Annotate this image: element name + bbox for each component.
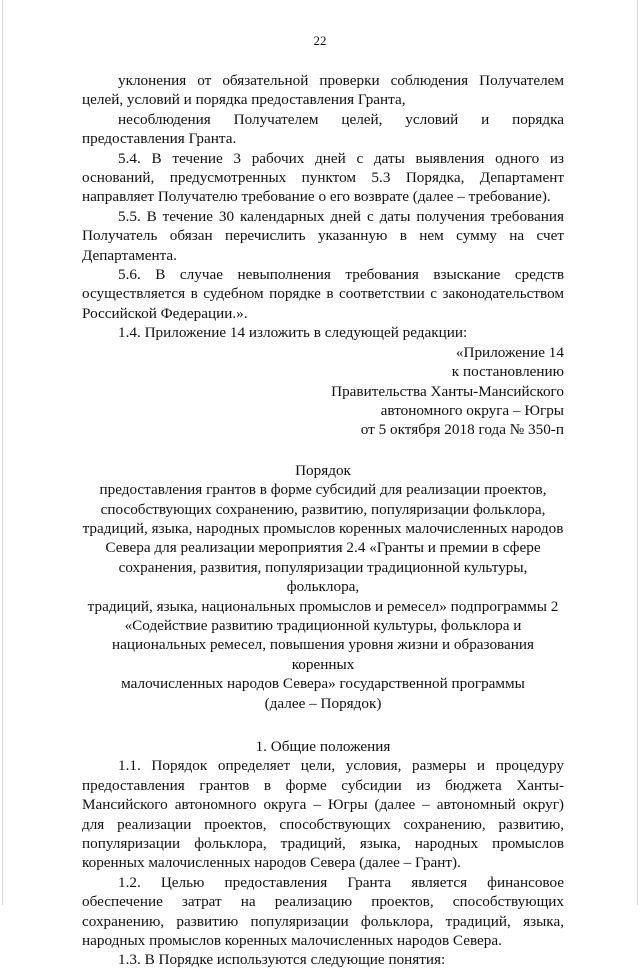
- annex-header-line: Правительства Ханты-Мансийского: [331, 382, 564, 400]
- paragraph-5-6: 5.6. В случае невыполнения требования взыскание средств осуществляется в судебном порядке в соответствии с законодательством Российской Федерации.».: [82, 266, 564, 322]
- page-edge-right: [637, 0, 638, 905]
- subtitle-line: предоставления грантов в форме субсидий для реализации проектов,: [99, 481, 547, 499]
- annex-header-line: «Приложение 14: [455, 343, 564, 361]
- subtitle-line: традиций, языка, национальных промыслов и ремесел» подпрограммы 2: [87, 597, 559, 615]
- paragraph-5-4: 5.4. В течение 3 рабочих дней с даты выявления одного из оснований, предусмотренных пунктом 5.3 Порядка, Департамент направляет Получателю требование о его возврате (далее – требование).: [82, 149, 564, 206]
- paragraph-1-4: 1.4. Приложение 14 изложить в следующей редакции:: [118, 324, 468, 342]
- annex-header-line: автономного округа – Югры: [380, 401, 564, 419]
- subtitle-line: (далее – Порядок): [264, 694, 382, 712]
- paragraph-1-1: 1.1. Порядок определяет цели, условия, размеры и процедуру предоставления грантов в форме субсидии из бюджета Ханты-Мансийского автономного округа – Югры (далее – автономный округ) для реализации проектов, способствующих сохранению, развитию, популяризации фольклора, традиций, языка, народных промыслов коренных малочисленных народов Севера (далее – Грант).: [82, 757, 564, 872]
- subtitle-line: национальных ремесел, повышения уровня жизни и образования коренных: [112, 636, 534, 673]
- paragraph-1-2: 1.2. Целью предоставления Гранта является финансовое обеспечение затрат на реализацию проектов, способствующих сохранению, развитию популяризации фольклора, традиций, языка, народных промыслов коренных малочисленных народов Севера.: [82, 873, 564, 950]
- paragraph-5-5: 5.5. В течение 30 календарных дней с даты получения требования Получатель обязан перечислить указанную в нем сумму на счет Департамента.: [82, 207, 564, 264]
- subtitle-line: способствующих сохранению, развитию, популяризации фольклора,: [100, 500, 546, 518]
- annex-header-line: от 5 октября 2018 года № 350-п: [360, 421, 564, 439]
- section-title: 1. Общие положения: [255, 738, 391, 755]
- subtitle-line: малочисленных народов Севера» государственной программы: [121, 675, 525, 693]
- subtitle-line: «Содействие развитию традиционной культуры, фольклора и: [124, 616, 522, 634]
- paragraph-noncompliance-clause: несоблюдения Получателем целей, условий и порядка предоставления Гранта.: [82, 110, 564, 148]
- page-edge-left: [2, 0, 3, 905]
- paragraph-evasion-clause: уклонения от обязательной проверки соблюдения Получателем целей, условий и порядка предоставления Гранта,: [82, 72, 564, 109]
- document-title: Порядок: [295, 461, 351, 479]
- document-subtitle: [82, 480, 564, 713]
- subtitle-line: Севера для реализации мероприятия 2.4 «Гранты и премии в сфере: [105, 539, 541, 557]
- subtitle-line: сохранения, развития, популяризации традиционной культуры, фольклора,: [118, 558, 528, 596]
- paragraph-1-3: 1.3. В Порядке используются следующие понятия:: [118, 951, 446, 969]
- subtitle-line: традиций, языка, народных промыслов коренных малочисленных народов: [82, 519, 564, 537]
- page-number: 22: [313, 33, 327, 48]
- annex-header-line: к постановлению: [451, 363, 564, 381]
- annex-header: [318, 343, 564, 440]
- document-body: [82, 71, 564, 970]
